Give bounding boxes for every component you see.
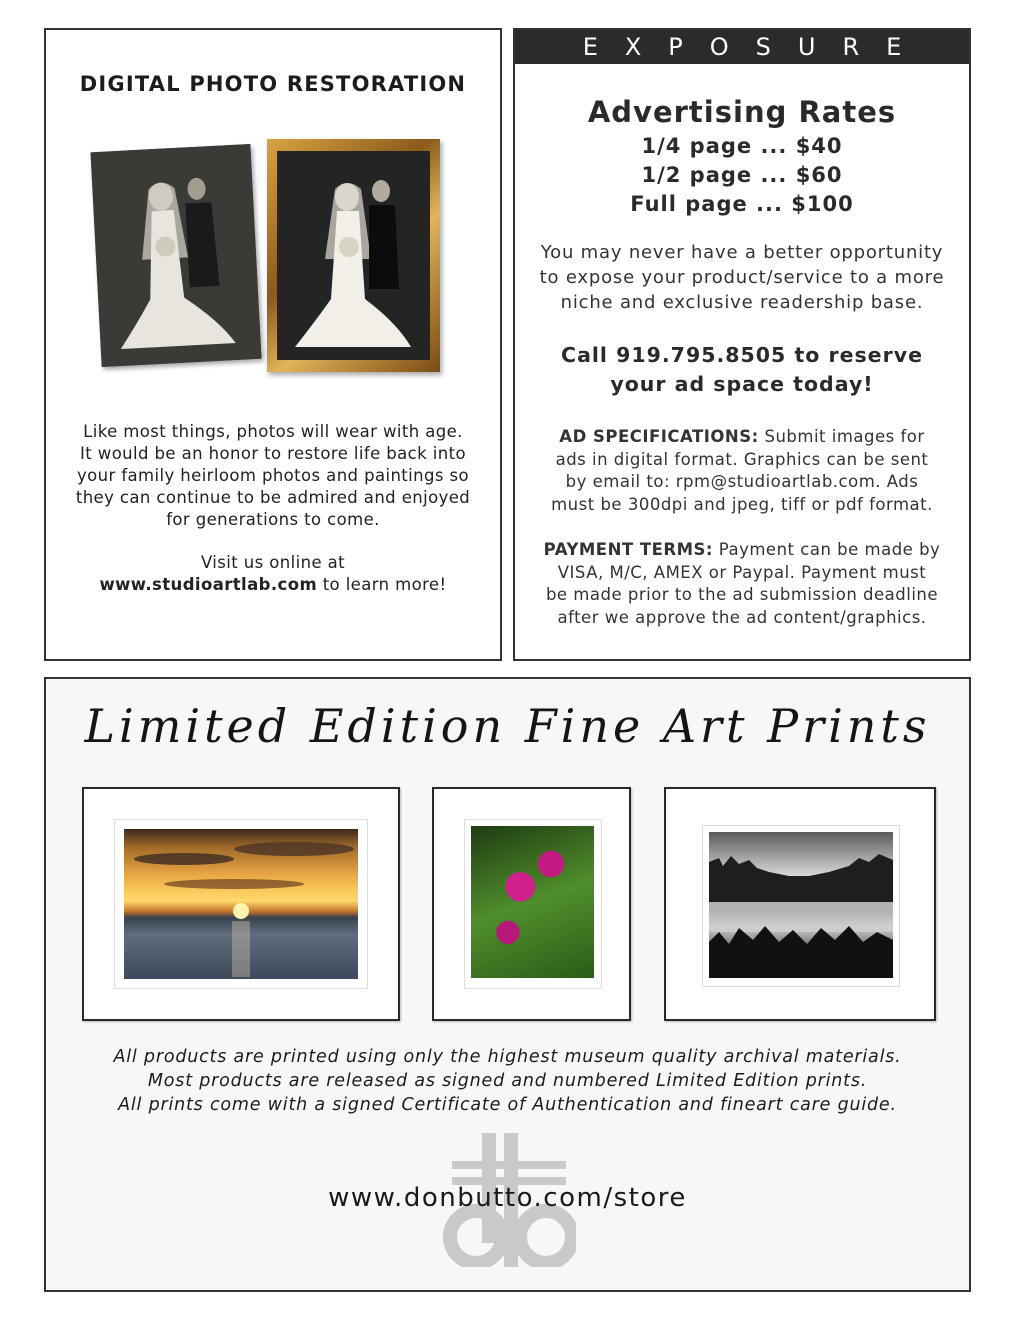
print-mat <box>702 825 900 987</box>
print-mat <box>114 819 368 989</box>
restoration-line: Like most things, photos will wear with age. <box>83 422 463 441</box>
sunset-print-frame <box>82 787 400 1021</box>
rate-quarter-page: 1/4 page ... $40 <box>641 134 843 158</box>
specs-line: by email to: rpm@studioartlab.com. Ads <box>565 472 919 492</box>
print-mat <box>464 819 602 989</box>
donbutto-store-link[interactable]: www.donbutto.com/store <box>328 1183 687 1213</box>
payment-line: after we approve the ad content/graphics. <box>557 607 927 627</box>
specs-line: ads in digital format. Graphics can be sent <box>555 449 929 469</box>
restoration-line: they can continue to be admired and enjoyed <box>75 488 471 507</box>
sunset-print-image <box>124 829 358 979</box>
restoration-description <box>66 421 480 531</box>
call-line: your ad space today! <box>610 372 874 396</box>
specs-line: must be 300dpi and jpeg, tiff or pdf format. <box>551 494 933 514</box>
pitch-line: You may never have a better opportunity <box>540 242 944 263</box>
flower-print-frame <box>432 787 631 1021</box>
pitch-line: niche and exclusive readership base. <box>560 292 924 313</box>
payment-line: VISA, M/C, AMEX or Paypal. Payment must <box>557 562 927 582</box>
exposure-pitch <box>525 240 959 315</box>
visit-suffix: to learn more! <box>317 575 447 594</box>
prints-title: Limited Edition Fine Art Prints <box>84 699 931 753</box>
restoration-ad <box>44 28 502 661</box>
description-line: Most products are released as signed and numbered Limited Edition prints. <box>147 1071 868 1091</box>
old-wedding-photo <box>90 144 261 367</box>
specs-line: Submit images for <box>758 427 925 446</box>
visit-line: Visit us online at <box>200 553 346 572</box>
call-line: Call 919.795.8505 to reserve <box>561 343 923 367</box>
description-line: All prints come with a signed Certificate of Authentication and fineart care guide. <box>118 1095 897 1115</box>
exposure-banner: EXPOSURE <box>515 30 969 64</box>
pitch-line: to expose your product/service to a more <box>539 267 945 288</box>
foggy-landscape-print-frame <box>664 787 936 1021</box>
restoration-line: It would be an honor to restore life back into <box>80 444 466 463</box>
studioartlab-link[interactable]: www.studioartlab.com <box>99 575 318 594</box>
restoration-title: DIGITAL PHOTO RESTORATION <box>79 72 467 96</box>
call-to-action <box>525 341 959 399</box>
payment-terms <box>525 539 959 629</box>
payment-line: be made prior to the ad submission deadline <box>545 585 939 605</box>
rates-list <box>525 132 959 219</box>
ad-specifications <box>525 426 959 516</box>
rate-half-page: 1/2 page ... $60 <box>641 163 843 187</box>
payment-line: Payment can be made by <box>713 540 941 559</box>
advertising-rates-heading: Advertising Rates <box>587 95 897 129</box>
fine-art-prints-ad <box>44 677 971 1292</box>
restored-wedding-photo-framed <box>267 139 440 372</box>
restoration-line: for generations to come. <box>166 510 380 529</box>
foggy-landscape-print-image <box>709 832 893 978</box>
prints-description <box>46 1045 969 1117</box>
description-line: All products are printed using only the highest museum quality archival materials. <box>113 1047 902 1067</box>
restoration-visit <box>66 552 480 596</box>
exposure-ad-rates <box>513 28 971 661</box>
payment-label: PAYMENT TERMS: <box>543 540 714 559</box>
rate-full-page: Full page ... $100 <box>630 192 854 216</box>
gladiolus-print-image <box>471 826 594 978</box>
restoration-line: your family heirloom photos and paintings so <box>76 466 470 485</box>
specs-label: AD SPECIFICATIONS: <box>559 427 759 446</box>
